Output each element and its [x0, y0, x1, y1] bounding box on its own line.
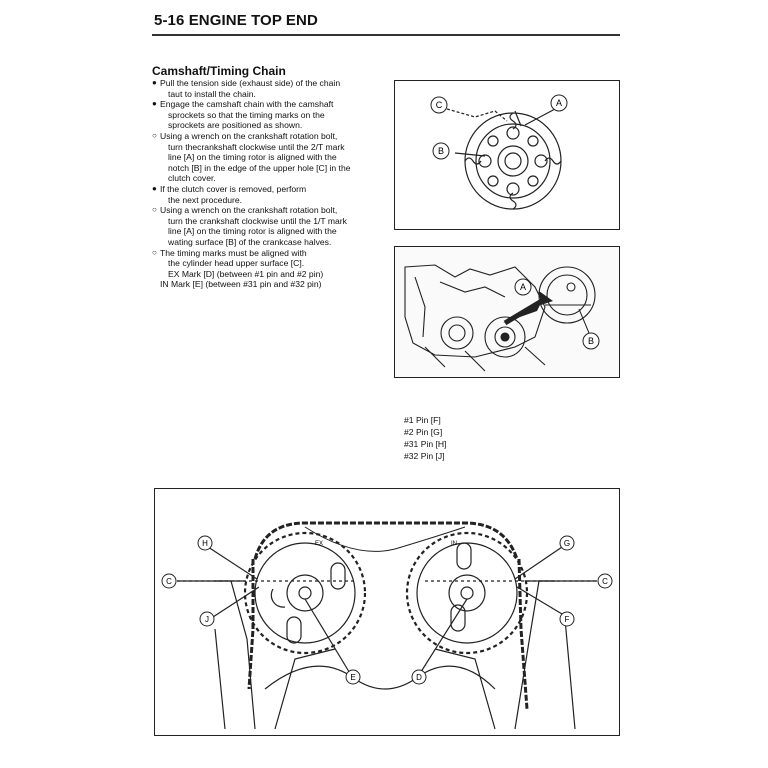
- step-line: Using a wrench on the crankshaft rotation bolt,: [160, 205, 338, 216]
- section-title: Camshaft/Timing Chain: [152, 64, 286, 78]
- ex-mark: EX: [315, 541, 324, 547]
- label-a: A: [555, 98, 563, 108]
- step-line: taut to install the chain.: [168, 88, 256, 99]
- page-header: 5-16 ENGINE TOP END: [154, 12, 318, 29]
- pin-legend: [404, 414, 447, 462]
- header-rule: [152, 34, 620, 36]
- crankcase-figure: [394, 246, 620, 378]
- step-line: Engage the camshaft chain with the camshaft: [160, 99, 334, 110]
- label-b: B: [587, 336, 595, 346]
- step-line: sprockets so that the timing marks on the: [168, 109, 325, 120]
- label-c-left: C: [166, 577, 172, 586]
- bullet-hollow: ○: [152, 130, 157, 140]
- step-line: turn the crankshaft clockwise until the 1/T mark: [168, 215, 347, 226]
- step-line: notch [B] in the edge of the upper hole [C] in the: [168, 162, 351, 173]
- instruction-step-1: [152, 78, 384, 99]
- label-j: J: [205, 615, 209, 624]
- step-line: wating surface [B] of the crankcase halves.: [168, 236, 332, 247]
- label-e: E: [350, 673, 356, 682]
- bullet-hollow: ○: [152, 205, 157, 215]
- pin-legend-item: #31 Pin [H]: [404, 439, 447, 449]
- step-line: clutch cover.: [168, 173, 216, 184]
- bullet-filled: ●: [152, 99, 157, 109]
- label-a: A: [519, 282, 527, 292]
- pin-legend-item: #2 Pin [G]: [404, 427, 443, 437]
- pin-legend-item: #32 Pin [J]: [404, 451, 445, 461]
- step-line: the next procedure.: [168, 194, 243, 205]
- bullet-hollow: ○: [152, 247, 157, 257]
- step-line: the cylinder head upper surface [C].: [168, 258, 305, 269]
- crankcase-drawing: [395, 247, 619, 377]
- instruction-step-5: [152, 205, 384, 247]
- step-line: IN Mark [E] (between #31 pin and #32 pin): [160, 279, 322, 290]
- step-line: sprockets are positioned as shown.: [168, 120, 303, 131]
- step-line: Pull the tension side (exhaust side) of the chain: [160, 78, 341, 88]
- instruction-step-2: [152, 99, 384, 131]
- timing-rotor-figure: [394, 80, 620, 230]
- step-line: If the clutch cover is removed, perform: [160, 183, 307, 194]
- label-c: C: [435, 100, 443, 110]
- in-mark: IN: [451, 541, 457, 547]
- label-g: G: [563, 539, 571, 548]
- step-line: line [A] on the timing rotor is aligned with the: [168, 152, 337, 163]
- step-line: Using a wrench on the crankshaft rotation bolt,: [160, 130, 338, 141]
- pin-legend-item: #1 Pin [F]: [404, 415, 441, 425]
- instruction-step-4: [152, 184, 384, 205]
- label-b: B: [437, 146, 445, 156]
- bullet-filled: ●: [152, 78, 157, 87]
- label-f: F: [564, 615, 570, 624]
- step-line: EX Mark [D] (between #1 pin and #2 pin): [168, 268, 324, 279]
- cam-sprocket-drawing: [155, 489, 619, 735]
- step-line: The timing marks must be aligned with: [160, 247, 307, 258]
- instruction-step-6: [152, 248, 384, 290]
- instruction-list: [152, 78, 384, 290]
- step-line: turn thecrankshaft clockwise until the 2/T mark: [168, 141, 345, 152]
- step-line: line [A] on the timing rotor is aligned with the: [168, 226, 337, 237]
- cam-sprocket-figure: [154, 488, 620, 736]
- bullet-filled: ●: [152, 183, 157, 193]
- label-d: D: [416, 673, 422, 682]
- label-c-right: C: [602, 577, 608, 586]
- label-h: H: [202, 539, 208, 548]
- timing-rotor-drawing: [395, 81, 619, 229]
- instruction-step-3: [152, 131, 384, 184]
